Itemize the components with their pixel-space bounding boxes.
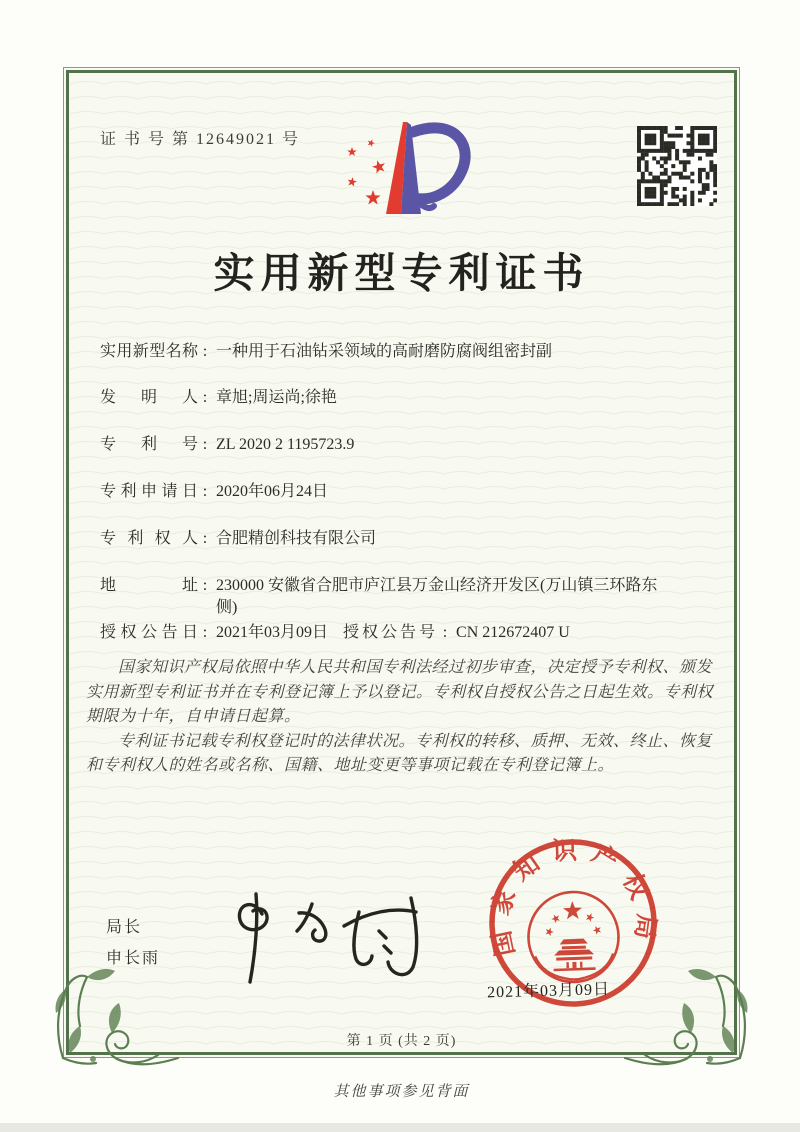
- field-label: 地址: [100, 577, 198, 594]
- field-row-inventors: [100, 387, 730, 408]
- field-colon: :: [202, 577, 208, 594]
- field-row-patentee: [100, 528, 730, 549]
- field-value: 230000 安徽省合肥市庐江县万金山经济开发区(万山镇三环路东侧): [216, 577, 658, 616]
- field-colon: :: [202, 436, 208, 453]
- legal-paragraph-grant: 国家知识产权局依照中华人民共和国专利法经过初步审查，决定授予专利权、颁发实用新型专利证书并在专利登记簿上予以登记。专利权自授权公告之日起生效。专利权期限为十年，自申请日起算。: [86, 659, 714, 725]
- cnipa-logo: [346, 116, 474, 222]
- certificate-number: 证 书 号 第 12649021 号: [100, 131, 301, 148]
- field-colon: :: [442, 624, 448, 641]
- signer-name: 申长雨: [106, 950, 161, 967]
- field-label: 专利权人: [100, 530, 198, 547]
- field-label: 授权公告日: [100, 624, 198, 641]
- field-value: 2021年03月09日: [216, 624, 329, 641]
- field-row-utility-model-name: [100, 341, 730, 362]
- field-value: 章旭;周运尚;徐艳: [216, 389, 337, 406]
- field-label: 授权公告号: [343, 624, 439, 641]
- field-colon: :: [202, 624, 208, 641]
- field-value: 一种用于石油钻采领域的高耐磨防腐阀组密封副: [216, 343, 553, 360]
- field-value: CN 212672407 U: [456, 624, 570, 641]
- field-value: ZL 2020 2 1195723.9: [216, 436, 355, 453]
- legal-text-block: [86, 656, 716, 779]
- signature-handwriting: [228, 890, 433, 988]
- scan-edge-shadow: [0, 1123, 800, 1132]
- page-number: 第 1 页 (共 2 页): [346, 1034, 457, 1049]
- floral-corner-ornament-left: [46, 966, 196, 1072]
- signer-title: 局长: [106, 919, 143, 936]
- legal-paragraph-register: 专利证书记载专利权登记时的法律状况。专利权的转移、质押、无效、终止、恢复和专利权人的姓名或名称、国籍、地址变更等事项记载在专利登记簿上。: [86, 732, 713, 774]
- field-colon: :: [202, 530, 208, 547]
- field-label: 专利号: [100, 436, 198, 453]
- field-colon: :: [202, 483, 208, 500]
- seal-date: 2021年03月09日: [486, 981, 611, 1002]
- signer-block: [106, 912, 160, 974]
- field-value: 合肥精创科技有限公司: [216, 530, 377, 547]
- national-emblem-icon: [527, 890, 620, 983]
- back-note: 其他事项参见背面: [333, 1084, 470, 1100]
- field-row-patent-number: [100, 434, 730, 455]
- seal-agency-text: 国家知识产权局: [486, 837, 660, 959]
- field-label: 专利申请日: [100, 483, 198, 500]
- field-row-grant-date: [100, 622, 730, 643]
- qr-code: [637, 126, 717, 206]
- field-label: 实用新型名称: [100, 343, 198, 360]
- field-colon: :: [202, 343, 208, 360]
- field-row-address: [100, 575, 730, 619]
- field-row-filing-date: [100, 481, 730, 502]
- certificate-title: 实用新型专利证书: [213, 250, 590, 296]
- field-value: 2020年06月24日: [216, 483, 329, 500]
- field-colon: :: [202, 389, 208, 406]
- field-label: 发明人: [100, 389, 198, 406]
- field-grant-number: [343, 622, 570, 643]
